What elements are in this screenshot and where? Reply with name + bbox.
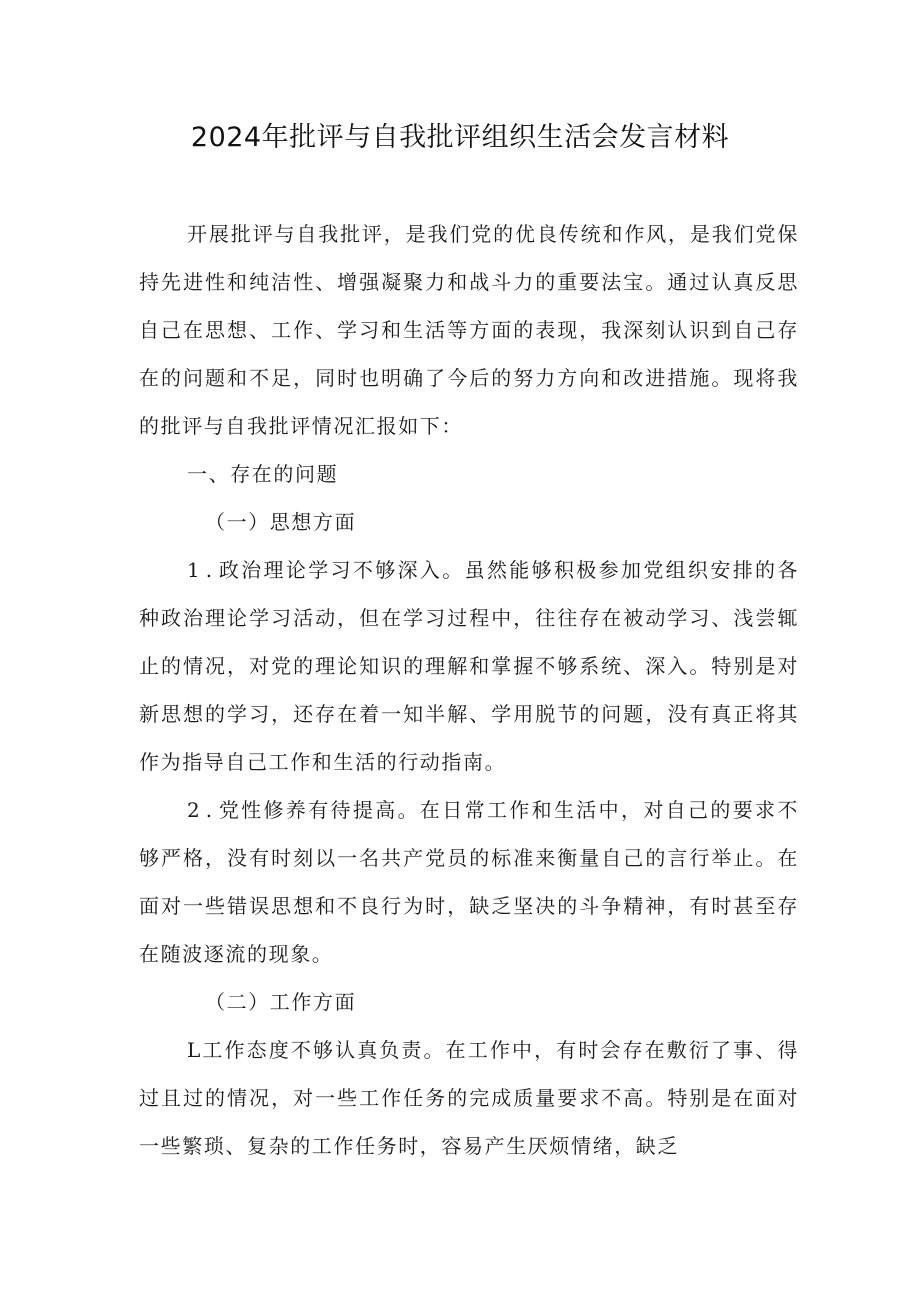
section-heading-problems: 一、存在的问题 — [187, 462, 339, 486]
item-text: 党性修养有待提高。在日常工作和生活中，对自己的要求不够严格，没有时刻以一名共产党员的标准来衡量自己的言行举止。在面对一些错误思想和不良行为时，缺乏坚决的斗争精神，有时甚至存在随波逐流的现象。 — [139, 798, 799, 966]
item-paragraph-1-2 — [139, 786, 799, 978]
subsection-heading-ideology: （一）思想方面 — [205, 510, 357, 534]
item-number: 1. — [187, 558, 219, 582]
item-paragraph-2-1: L工作态度不够认真负责。在工作中，有时会存在敷衍了事、得过且过的情况，对一些工作任务的完成质量要求不高。特别是在面对一些繁琐、复杂的工作任务时，容易产生厌烦情绪，缺乏 — [139, 1038, 799, 1158]
subsection-heading-work: （二）工作方面 — [205, 990, 357, 1014]
intro-paragraph: 开展批评与自我批评，是我们党的优良传统和作风，是我们党保持先进性和纯洁性、增强凝聚力和战斗力的重要法宝。通过认真反思自己在思想、工作、学习和生活等方面的表现，我深刻认识到自己存在的问题和不足，同时也明确了今后的努力方向和改进措施。现将我的批评与自我批评情况汇报如下： — [139, 222, 799, 438]
item-text: 政治理论学习不够深入。虽然能够积极参加党组织安排的各种政治理论学习活动，但在学习过程中，往往存在被动学习、浅尝辄止的情况，对党的理论知识的理解和掌握不够系统、深入。特别是对新思想的学习，还存在着一知半解、学用脱节的问题，没有真正将其作为指导自己工作和生活的行动指南。 — [139, 558, 799, 774]
document-title: 2024年批评与自我批评组织生活会发言材料 — [190, 122, 730, 153]
document-body — [139, 210, 799, 1170]
item-paragraph-1-1 — [139, 546, 799, 786]
item-number: 2. — [187, 798, 219, 822]
